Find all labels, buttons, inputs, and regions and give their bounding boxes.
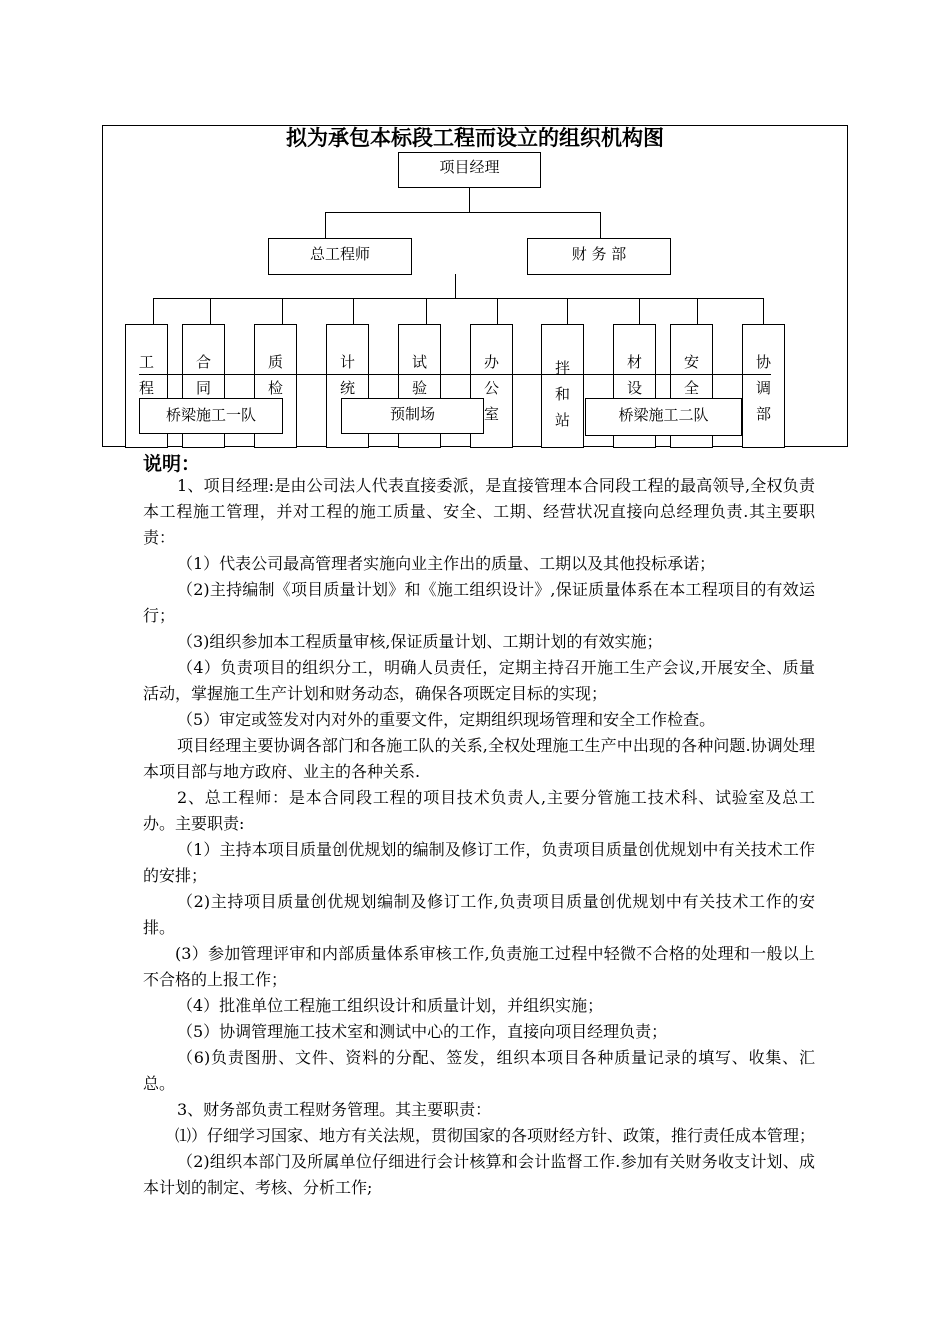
chart-title: 拟为承包本标段工程而设立的组织机构图 (286, 126, 664, 150)
paragraph: （5）审定或签发对内对外的重要文件，定期组织现场管理和安全工作检查。 (177, 710, 716, 729)
connector (153, 298, 154, 324)
notes-body (143, 473, 815, 1201)
paragraph: ⑴）仔细学习国家、地方有关法规，贯彻国家的各项财经方针、政策，推行责任成本管理； (175, 1126, 816, 1145)
paragraph: （2)主持编制《项目质量计划》和《施工组织设计》,保证质量体系在本工程项目的有效运行； (143, 580, 815, 625)
node-label: 总工程师 (309, 245, 370, 263)
paragraph: （4）负责项目的组织分工，明确人员责任，定期主持召开施工生产会议,开展安全、质量活动，掌握施工生产计划和财务动态，确保各项既定目标的实现； (143, 658, 815, 703)
connector (567, 298, 568, 324)
dept-label: 安全 (683, 353, 699, 397)
team-label: 桥梁施工二队 (618, 406, 709, 424)
paragraph: （2)主持项目质量创优规划编制及修订工作,负责项目质量创优规划中有关技术工作的安排。 (143, 892, 815, 937)
node-project-manager (398, 152, 541, 188)
node-chief-engineer (268, 238, 412, 275)
connector (697, 298, 698, 324)
paragraph: 2、总工程师：是本合同段工程的项目技术负责人,主要分管施工技术科、试验室及总工办。主要职责: (143, 788, 815, 833)
paragraph: （4）批准单位工程施工组织设计和质量计划，并组织实施； (177, 996, 604, 1015)
connector (497, 298, 498, 324)
connector (210, 298, 211, 324)
connector (153, 298, 763, 299)
connector (763, 298, 764, 324)
connector (282, 298, 283, 324)
paragraph: （1）代表公司最高管理者实施向业主作出的质量、工期以及其他投标承诺； (177, 554, 716, 573)
paragraph: 3、财务部负责工程财务管理。其主要职责： (177, 1100, 492, 1119)
paragraph: （3)组织参加本工程质量审核,保证质量计划、工期计划的有效实施； (177, 632, 663, 651)
dept-label: 拌和站 (554, 359, 570, 429)
team-bridge-2 (585, 398, 742, 436)
node-label: 项目经理 (439, 158, 500, 176)
connector (455, 274, 456, 298)
notes-title: 说明： (143, 453, 201, 475)
paragraph: 项目经理主要协调各部门和各施工队的关系,全权处理施工生产中出现的各种问题.协调处理本项目部与地方政府、业主的各种关系. (143, 736, 815, 781)
dept-coordination (742, 324, 785, 448)
connector (639, 298, 640, 324)
paragraph: （5）协调管理施工技术室和测试中心的工作，直接向项目经理负责； (177, 1022, 668, 1041)
dept-label: 工程 (138, 353, 154, 397)
paragraph: （6)负责图册、文件、资料的分配、签发，组织本项目各种质量记录的填写、收集、汇总。 (143, 1048, 815, 1093)
team-precast-yard (341, 398, 484, 434)
paragraph: （2)组织本部门及所属单位仔细进行会计核算和会计监督工作.参加有关财务收支计划、成本计划的制定、考核、分析工作; (143, 1152, 815, 1197)
dept-mixing-station (541, 324, 584, 448)
dept-label: 协调部 (755, 353, 771, 423)
paragraph: 1、项目经理:是由公司法人代表直接委派，是直接管理本合同段工程的最高领导,全权负责本工程施工管理，并对工程的施工质量、安全、工期、经营状况直接向总经理负责.其主要职责： (143, 476, 815, 547)
paragraph: （1）主持本项目质量创优规划的编制及修订工作，负责项目质量创优规划中有关技术工作的安排； (143, 840, 815, 885)
connector (469, 188, 470, 212)
node-label: 财 务 部 (571, 245, 627, 263)
team-label: 桥梁施工一队 (165, 406, 256, 424)
dept-label: 合同 (195, 353, 211, 397)
dept-label: 材设 (626, 353, 642, 397)
dept-label: 质检 (267, 353, 283, 397)
team-bridge-1 (139, 398, 283, 434)
dept-label: 计统 (339, 353, 355, 397)
node-finance-dept (527, 238, 671, 275)
paragraph: (3）参加管理评审和内部质量体系审核工作,负责施工过程中轻微不合格的处理和一般以上不合格的上报工作； (143, 944, 815, 989)
team-label: 预制场 (389, 405, 435, 423)
connector (325, 212, 326, 238)
connector (325, 212, 600, 213)
connector (426, 298, 427, 324)
connector (600, 212, 601, 238)
team-connector (139, 374, 771, 375)
dept-label: 办公室 (483, 353, 499, 423)
dept-label: 试验 (411, 353, 427, 397)
connector (353, 298, 354, 324)
